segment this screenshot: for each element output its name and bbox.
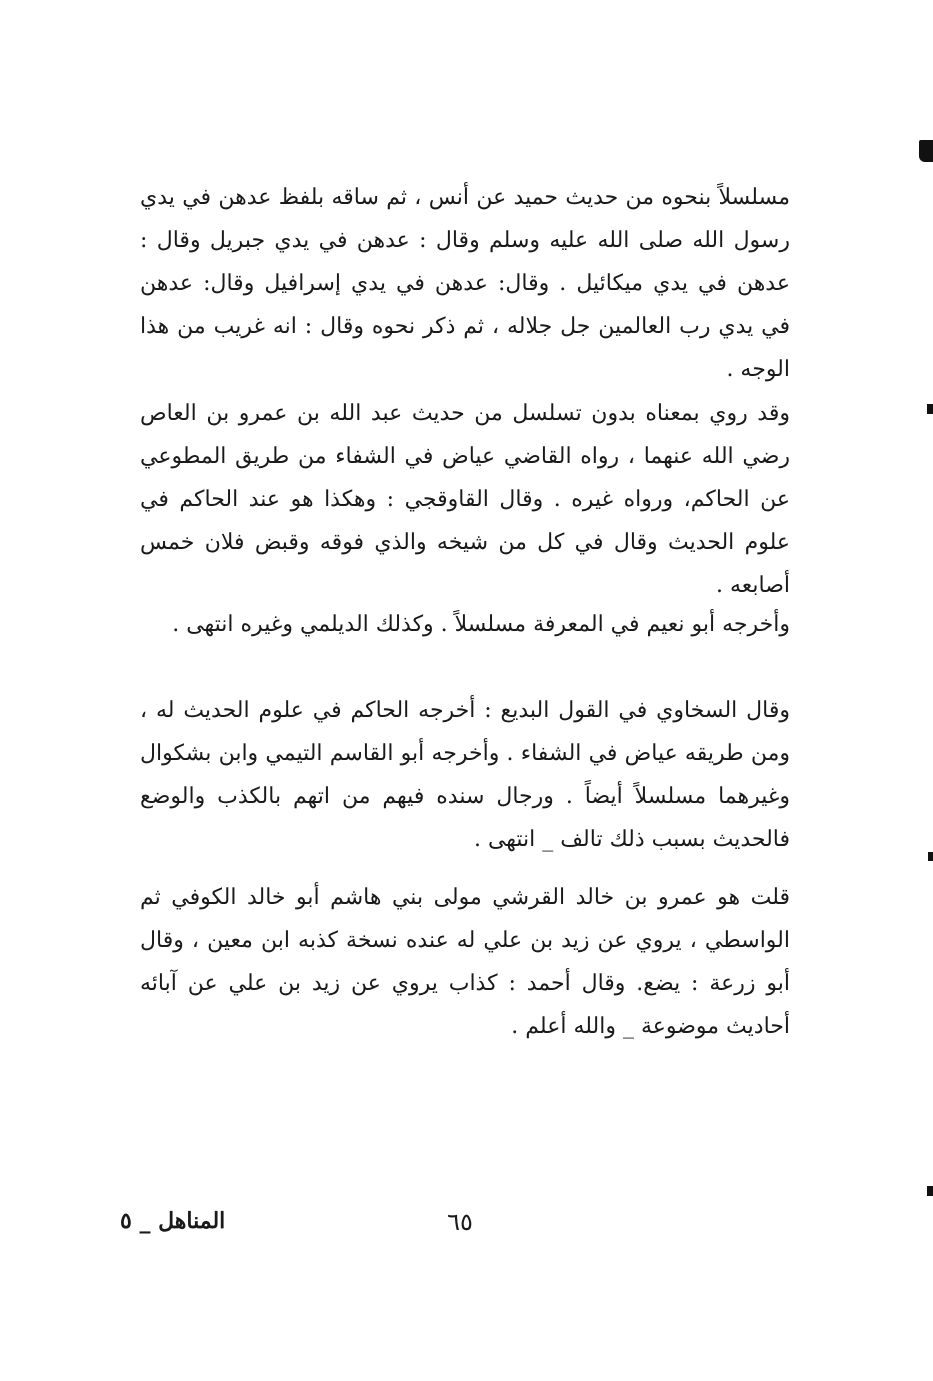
margin-ink-mark [927, 1186, 933, 1196]
margin-ink-mark [927, 404, 933, 414]
paragraph [140, 876, 790, 1048]
paragraph [140, 603, 790, 646]
paragraph [140, 392, 790, 607]
margin-ink-mark [928, 852, 933, 861]
paragraph-text: وقال السخاوي في القول البديع : أخرجه الحاكم في علوم الحديث له ، ومن طريقه عياض في الشفاء . وأخرجه أبو القاسم التيمي وابن بشكوال وغيرهما مسلسلاً أيضاً . ورجال سنده فيهم من اتهم بالكذب والوضع فالحديث بسبب ذلك تالف _ انتهى . [140, 698, 790, 852]
paragraph-text: وقد روي بمعناه بدون تسلسل من حديث عبد الله بن عمرو بن العاص رضي الله عنهما ، رواه القاضي عياض في الشفاء من طريق المطوعي عن الحاكم، ورواه غيره . وقال القاوقجي : وهكذا هو عند الحاكم في علوم الحديث وقال في كل من شيخه والذي فوقه وقبض فلان خمس أصابعه . [140, 401, 790, 598]
paragraph-text: مسلسلاً بنحوه من حديث حميد عن أنس ، ثم ساقه بلفظ عدهن في يدي رسول الله صلى الله عليه وسلم وقال : عدهن في يدي جبريل وقال : عدهن في يدي ميكائيل . وقال: عدهن في يدي إسرافيل وقال: عدهن في يدي رب العالمين جل جلاله ، ثم ذكر نحوه وقال : انه غريب من هذا الوجه . [140, 185, 790, 382]
page-number: ٦٥ [447, 1208, 473, 1236]
paragraph-text: قلت هو عمرو بن خالد القرشي مولى بني هاشم أبو خالد الكوفي ثم الواسطي ، يروي عن زيد بن علي له عنده نسخة كذبه ابن معين ، وقال أبو زرعة : يضع. وقال أحمد : كذاب يروي عن زيد بن علي عن آبائه أحاديث موضوعة _ والله أعلم . [140, 885, 790, 1039]
paragraph [140, 176, 790, 391]
margin-ink-mark [919, 140, 933, 162]
paragraph-text: وأخرجه أبو نعيم في المعرفة مسلسلاً . وكذلك الديلمي وغيره انتهى . [172, 612, 790, 637]
footer-signature: المناهل _ ٥ [120, 1208, 226, 1234]
paragraph [140, 689, 790, 861]
